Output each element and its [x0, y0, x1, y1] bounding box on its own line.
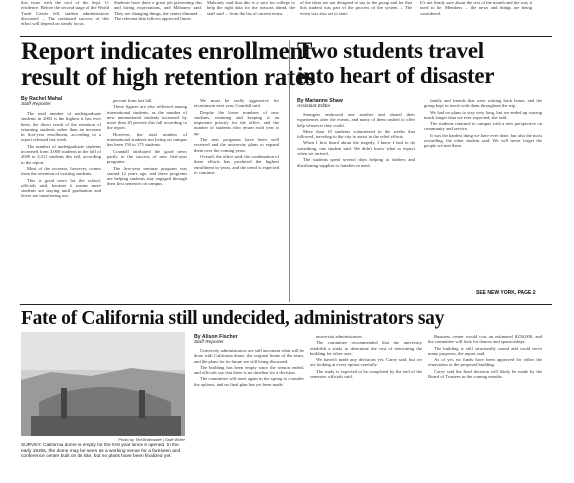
- story-enrollment-byline-role: Staff Reporter: [21, 102, 51, 107]
- column-divider: [289, 40, 290, 302]
- story-california-byline-role: Staff Reporter: [194, 340, 224, 345]
- california-dome-photo-image: [21, 332, 185, 436]
- photo-caption: SURVEY: California dome is empty for the first year since it opened. In the early 1920s, the dome may be seen as a working venue for a foreseen and conference center built on its site, but no plans have been finalized yet.: [21, 443, 181, 460]
- top-strip-col-5: It's not firmly sure about the rest of the month and the way it used to be. Members ... the news and things are being considered.: [420, 0, 532, 16]
- story-enrollment-headline-line-1: Report indicates enrollment: [21, 38, 312, 65]
- top-strip-col-3: Mahoney said that this is a sure for college to help the right data for the seasons ahead, the staff said ... from the list of current terms.: [207, 0, 295, 16]
- rule-above-california-story: [20, 304, 552, 305]
- story-enrollment-byline-name: By Rachel Mahal: [21, 96, 63, 102]
- photo-credit: Photo by Ted Brathwaite | Staff Writer: [118, 437, 185, 442]
- story-travel-col-2: family and friends that were waiting back home, and the group kept in touch with them throughout the trip. We had no plans to stay very long, but we ended up staying much longer than we ever expected, she said. The students returned to campus with a new perspective on community and service. It was the hardest thing we have ever done, but also the most rewarding, the other student said. We will never forget the people we met there.: [424, 98, 542, 149]
- story-travel-headline-line-2: into heart of disaster: [297, 63, 495, 88]
- story-travel-headline-line-1: Two students travel: [297, 38, 484, 63]
- story-california-byline: [194, 334, 304, 346]
- top-strip-col-4: of the ideas are not designed to say to the group and for that this student was part of the process of the system ... The event was also set to start.: [300, 0, 412, 16]
- story-enrollment-col-3: We must be really aggressive for recruitment next year, Crandall said. Despite the lower numbers of new students, retaining and keeping is an important priority for the office, and the number of students who return each year is up. The new programs have been well received and the university plans to expand them over the coming years. Overall, the office said, the combination of these efforts has produced the highest enrollment in years, and the trend is expected to continue.: [194, 98, 279, 175]
- rule-under-top-strip: [20, 36, 552, 37]
- top-strip-col-1: this issue with the roof of the Sept. 11 residence. Before the second stage of the World Trade Center fell, student administrators discussed ... The continued success of this effort will depend on steady focus.: [21, 0, 109, 27]
- story-enrollment-col-2: percent from last fall. These figures are also reflected among international students, as the number of new international students increased by more than 20 percent this fall according to the report. However, the total number of international students not living on campus has been 150 to 175 students. Crandall attributed the good news partly to the success of new first-year programs. The first-year seminar program was started 12 years ago, and these programs are helping students stay engaged through their first semester on campus.: [107, 98, 187, 187]
- story-enrollment-byline: [21, 96, 111, 108]
- story-travel-byline-role: Assistant Editor: [297, 104, 331, 109]
- story-california-col-1: University administrators are still uncertain what will be done with California dome, the original home of the team, and the plans for its future are still being discussed. The building has been empty since the season ended, and officials say that there is no timeline for a decision. The committee will meet again in the spring to consider the options, and no final plan has yet been made.: [194, 348, 304, 387]
- story-travel-byline-name: By Marianne Shaw: [297, 98, 343, 104]
- story-california-col-3: Business center would cost an estimated $250,000, and the committee will look for donors and sponsorships. The building is still structurally sound and could serve many purposes, the report said. As of yet, no funds have been approved for either the renovation or the proposed building. Carey said the final decision will likely be made by the Board of Trustees in the coming months.: [428, 334, 542, 380]
- story-enrollment-col-1: The total number of undergraduate students in 2003 is the highest it has ever been, the direct result of the retention of returning students rather than an increase in first-year enrollment, according to a report released last week. The number of undergraduate students increased from 3,000 students in the fall of 2000 to 3,411 students this fall, according to the report. Most of the increase, however, comes from the retention of existing students. This is good news for the school, officials said, because it means more students are staying until graduation and fewer are transferring out.: [21, 111, 101, 199]
- story-california-byline-name: By Alison Fischer: [194, 334, 238, 340]
- story-enrollment-headline-line-2: result of high retention rates: [21, 64, 316, 91]
- story-california-col-2: university administrators. The committee recommended that the university establish a study to determine the cost of renovating the building for other uses. We haven't made any decisions yet, Carey said, but we are looking at every option carefully. The study is expected to be completed by the end of the semester, officials said.: [310, 334, 422, 380]
- story-travel-jump-line: SEE NEW YORK, PAGE 2: [476, 290, 536, 296]
- california-dome-photo: [21, 332, 185, 436]
- top-strip-col-2: Students have done a great job preventing this and hiring expectations, and Mahoney said. They are changing things, the center dimmed ... The relevant data follows approved limits.: [114, 0, 202, 21]
- story-california-headline: Fate of California still undecided, administrators say: [21, 308, 445, 329]
- story-travel-byline: [297, 98, 397, 110]
- story-travel-col-1: Strangers embraced one another and shared their experiences after the events, and many of them rushed to offer help wherever they could. More than 10 students volunteered in the weeks that followed, traveling to the city to assist in the relief efforts. When I first heard about the tragedy, I knew I had to do something, one student said. We didn't know what to expect when we arrived. The students spent several days helping at shelters and distributing supplies to families in need.: [297, 112, 415, 168]
